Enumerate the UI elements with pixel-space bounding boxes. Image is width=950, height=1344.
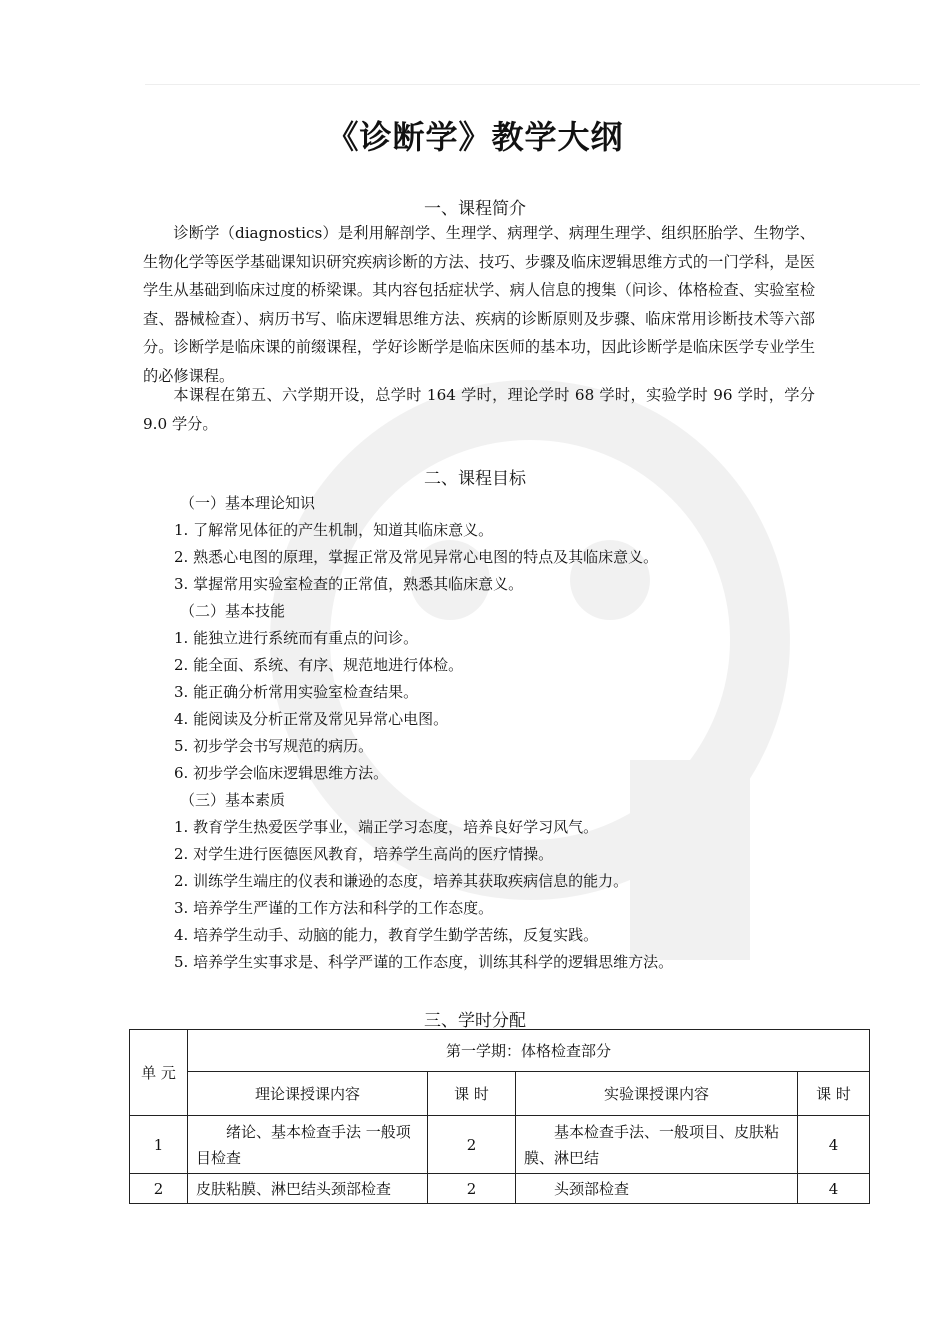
section-heading-intro: 一、课程简介 [424,199,526,219]
hours-cell: 4 [798,1116,870,1174]
semester-header: 第一学期：体格检查部分 [188,1030,870,1072]
theory-cell: 皮肤粘膜、淋巴结头颈部检查 [188,1174,428,1204]
table-column-headers [130,1072,870,1116]
list-item: 4. 培养学生动手、动脑的能力，教育学生勤学苦练，反复实践。 [174,926,599,944]
subheading-qualities: （三）基本素质 [180,791,286,809]
unit-cell: 1 [130,1116,188,1174]
list-item: 2. 熟悉心电图的原理，掌握正常及常见异常心电图的特点及其临床意义。 [174,548,659,566]
table-row [130,1174,870,1204]
list-item: 3. 能正确分析常用实验室检查结果。 [174,683,419,701]
hours-cell: 2 [428,1116,516,1174]
list-item: 6. 初步学会临床逻辑思维方法。 [174,764,389,782]
section-heading-hours: 三、学时分配 [424,1011,526,1031]
list-item: 5. 初步学会书写规范的病历。 [174,737,374,755]
lab-cell: 头颈部检查 [516,1174,798,1204]
list-item: 1. 教育学生热爱医学事业，端正学习态度，培养良好学习风气。 [174,818,599,836]
table-row [130,1116,870,1174]
col-hours-header: 课 时 [798,1072,870,1116]
unit-header: 单 元 [130,1030,188,1116]
document-title: 《诊断学》教学大纲 [326,118,624,156]
subheading-skills: （二）基本技能 [180,602,286,620]
list-item: 3. 掌握常用实验室检查的正常值，熟悉其临床意义。 [174,575,524,593]
goals-list [174,490,834,976]
unit-cell: 2 [130,1174,188,1204]
subheading-theory: （一）基本理论知识 [180,494,316,512]
table-header-row [130,1030,870,1072]
list-item: 5. 培养学生实事求是、科学严谨的工作态度，训练其科学的逻辑思维方法。 [174,953,674,971]
list-item: 1. 能独立进行系统而有重点的问诊。 [174,629,419,647]
hours-cell: 4 [798,1174,870,1204]
section-heading-goals: 二、课程目标 [424,469,526,489]
col-hours-header: 课 时 [428,1072,516,1116]
credit-paragraph: 本课程在第五、六学期开设，总学时 164 学时，理论学时 68 学时，实验学时 96 学时，学分 9.0 学分。 [143,386,815,433]
hours-table [129,1029,870,1204]
col-lab-header: 实验课授课内容 [516,1072,798,1116]
list-item: 2. 对学生进行医德医风教育，培养学生高尚的医疗情操。 [174,845,554,863]
hours-cell: 2 [428,1174,516,1204]
list-item: 4. 能阅读及分析正常及常见异常心电图。 [174,710,449,728]
header-rule [145,84,920,85]
list-item: 2. 能全面、系统、有序、规范地进行体检。 [174,656,464,674]
theory-cell: 绪论、基本检查手法 一般项目检查 [188,1116,428,1174]
list-item: 2. 训练学生端庄的仪表和谦逊的态度，培养其获取疾病信息的能力。 [174,872,629,890]
lab-cell: 基本检查手法、一般项目、皮肤粘膜、淋巴结 [516,1116,798,1174]
intro-paragraph: 诊断学（diagnostics）是利用解剖学、生理学、病理学、病理生理学、组织胚胎学、生物学、生物化学等医学基础课知识研究疾病诊断的方法、技巧、步骤及临床逻辑思维方式的一门学科，是医学生从基础到临床过度的桥梁课。其内容包括症状学、病人信息的搜集（问诊、体格检查、实验室检查、器械检查）、病历书写、临床逻辑思维方法、疾病的诊断原则及步骤、临床常用诊断技术等六部分。诊断学是临床课的前缀课程，学好诊断学是临床医师的基本功，因此诊断学是临床医学专业学生的必修课程。 [143,224,815,385]
list-item: 1. 了解常见体征的产生机制，知道其临床意义。 [174,521,494,539]
col-theory-header: 理论课授课内容 [188,1072,428,1116]
list-item: 3. 培养学生严谨的工作方法和科学的工作态度。 [174,899,494,917]
